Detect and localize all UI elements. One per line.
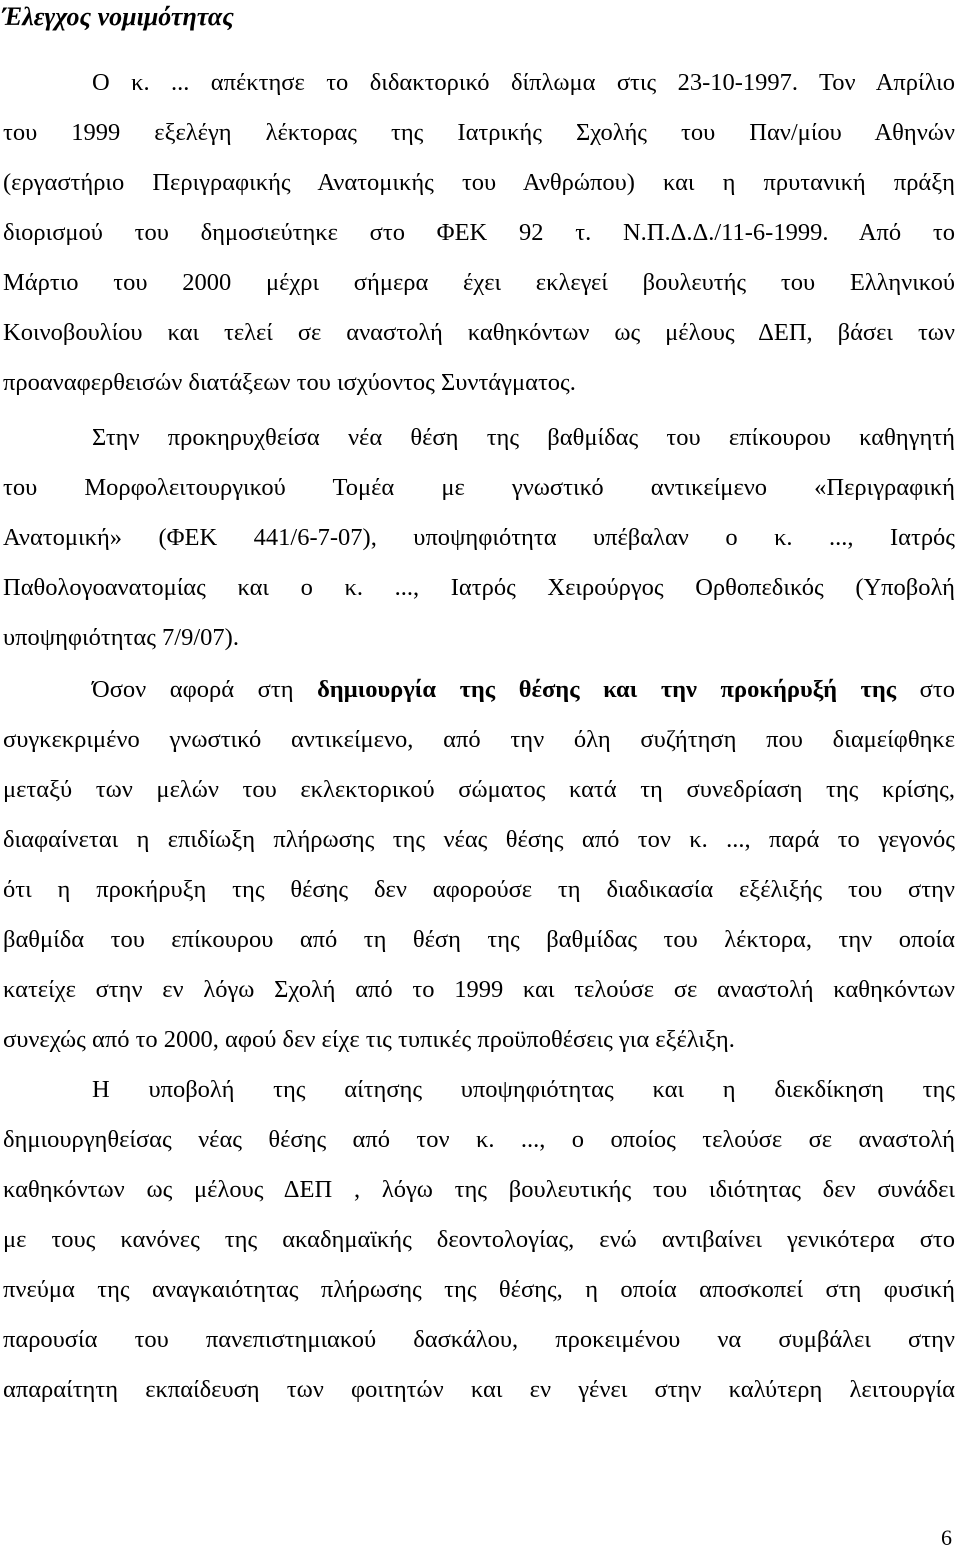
paragraph-4-line-7: απαραίτητη εκπαίδευση των φοιτητών και εν γένει στην καλύτερη λειτουργία [3,1376,955,1403]
paragraph-1-line-3: (εργαστήριο Περιγραφικής Ανατομικής του Ανθρώπου) και η πρυτανική πράξη [3,169,955,196]
paragraph-4-line-4: με τους κανόνες της ακαδημαϊκής δεοντολογίας, ενώ αντιβαίνει γενικότερα στο [3,1226,955,1253]
paragraph-4-line-3: καθηκόντων ως μέλους ΔΕΠ , λόγω της βουλευτικής του ιδιότητας δεν συνάδει [3,1176,955,1203]
paragraph-4-line-1: Η υποβολή της αίτησης υποψηφιότητας και η διεκδίκηση της [92,1076,955,1103]
paragraph-2-line-1: Στην προκηρυχθείσα νέα θέση της βαθμίδας του επίκουρου καθηγητή [92,424,955,451]
paragraph-4-line-5: πνεύμα της αναγκαιότητας πλήρωσης της θέσης, η οποία αποσκοπεί στη φυσική [3,1276,955,1303]
paragraph-4-line-2: δημιουργηθείσας νέας θέσης από τον κ. ..., ο οποίος τελούσε σε αναστολή [3,1126,955,1153]
paragraph-2-line-5: υποψηφιότητας 7/9/07). [3,624,239,651]
paragraph-2-line-3: Ανατομική» (ΦΕΚ 441/6-7-07), υποψηφιότητα υπέβαλαν ο κ. ..., Ιατρός [3,524,955,551]
paragraph-3-line-5: ότι η προκήρυξη της θέσης δεν αφορούσε τη διαδικασία εξέλιξής του στην [3,876,955,903]
paragraph-4-line-6: παρουσία του πανεπιστημιακού δασκάλου, προκειμένου να συμβάλει στην [3,1326,955,1353]
paragraph-3-line-1-end: στο [896,676,955,703]
page-number: 6 [941,1525,952,1550]
paragraph-1-line-5: Μάρτιο του 2000 μέχρι σήμερα έχει εκλεγεί βουλευτής του Ελληνικού [3,269,955,296]
section-heading: Έλεγχος νομιμότητας [2,2,234,31]
paragraph-1-line-1: Ο κ. ... απέκτησε το διδακτορικό δίπλωμα στις 23-10-1997. Τον Απρίλιο [92,69,955,96]
paragraph-3-line-7: κατείχε στην εν λόγω Σχολή από το 1999 και τελούσε σε αναστολή καθηκόντων [3,976,955,1003]
paragraph-3-line-2: συγκεκριμένο γνωστικό αντικείμενο, από την όλη συζήτηση που διαμείφθηκε [3,726,955,753]
paragraph-3-line-1-start: Όσον αφορά στη [92,676,318,703]
paragraph-3-line-6: βαθμίδα του επίκουρου από τη θέση της βαθμίδας του λέκτορα, την οποία [3,926,955,953]
paragraph-3-line-4: διαφαίνεται η επιδίωξη πλήρωσης της νέας θέσης από τον κ. ..., παρά το γεγονός [3,826,955,853]
paragraph-1-line-2: του 1999 εξελέγη λέκτορας της Ιατρικής Σχολής του Παν/μίου Αθηνών [3,119,955,146]
paragraph-3-line-8: συνεχώς από το 2000, αφού δεν είχε τις τυπικές προϋποθέσεις για εξέλιξη. [3,1026,735,1053]
paragraph-2-line-2: του Μορφολειτουργικού Τομέα με γνωστικό αντικείμενο «Περιγραφική [3,474,955,501]
paragraph-3-line-1 [92,675,955,705]
paragraph-1-line-7: προαναφερθεισών διατάξεων του ισχύοντος Συντάγματος. [3,369,576,396]
paragraph-3-line-3: μεταξύ των μελών του εκλεκτορικού σώματος κατά τη συνεδρίαση της κρίσης, [3,776,955,803]
paragraph-3-emphasis: δημιουργία της θέσης και την προκήρυξή της [317,676,897,703]
paragraph-2-line-4: Παθολογοανατομίας και ο κ. ..., Ιατρός Χειρούργος Ορθοπεδικός (Υποβολή [3,574,955,601]
paragraph-1-line-4: διορισμού του δημοσιεύτηκε στο ΦΕΚ 92 τ. Ν.Π.Δ.Δ./11-6-1999. Από το [3,219,955,246]
paragraph-1-line-6: Κοινοβουλίου και τελεί σε αναστολή καθηκόντων ως μέλους ΔΕΠ, βάσει των [3,319,955,346]
